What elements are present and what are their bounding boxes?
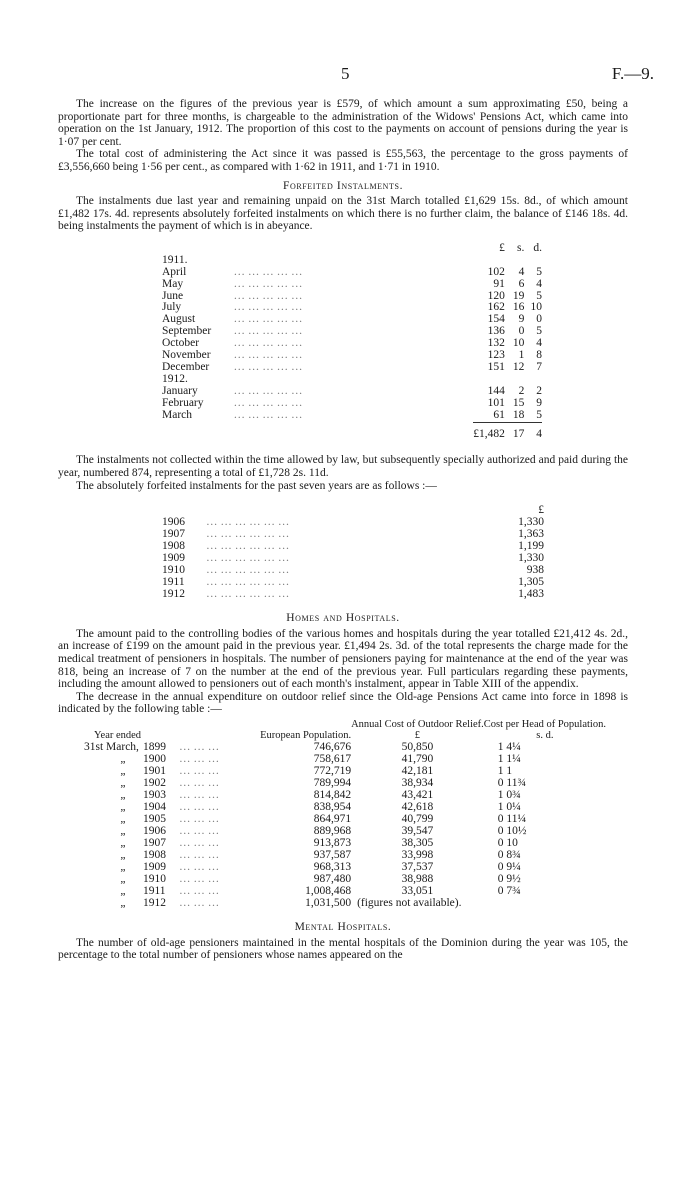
monthly-row-pence — [524, 255, 542, 267]
monthly-row — [162, 374, 542, 386]
yearly-row-year: 1907 — [162, 528, 185, 541]
outdoor-relief-row — [58, 777, 606, 789]
yearly-row — [162, 516, 544, 528]
monthly-row — [162, 398, 542, 410]
outdoor-relief-row — [58, 897, 606, 909]
col-outdoor-cost — [351, 719, 484, 741]
currency-header-shillings: s. — [516, 241, 525, 254]
outdoor-relief-row — [58, 789, 606, 801]
row-year-ended — [58, 861, 179, 873]
row-cost-per-head: 0 7¾ — [497, 884, 521, 897]
row-year-prefix: „ — [120, 836, 126, 849]
yearly-row-value: 1,330 — [518, 552, 544, 565]
mental-heading: Mental Hospitals. — [294, 920, 392, 933]
row-cost-per-head: 0 10 — [497, 836, 518, 849]
monthly-row-pence: 5 — [536, 325, 542, 338]
row-year-ended — [58, 873, 179, 885]
yearly-row — [162, 588, 544, 600]
row-year: 1900 — [142, 752, 166, 765]
monthly-row — [162, 255, 542, 267]
leader-dots: … … … — [178, 740, 220, 753]
authorized-paragraph: The instalments not collected within the time allowed by law, but subsequently specially authorized and paid during the year, numbered 874, representing a total of £1,728 2s. 11d. — [58, 454, 628, 480]
row-cost-per-head: 0 11¾ — [497, 776, 527, 789]
yearly-currency-header: £ — [538, 504, 544, 517]
leader-dots: … … … … … … — [206, 576, 290, 589]
monthly-row-pounds: 61 — [493, 408, 505, 421]
row-outdoor-cost: 33,998 — [401, 848, 434, 861]
yearly-row-year: 1911 — [162, 576, 185, 589]
row-european-population: 758,617 — [313, 752, 352, 765]
outdoor-relief-row — [58, 801, 606, 813]
row-european-population: 937,587 — [313, 848, 352, 861]
outdoor-relief-row — [58, 849, 606, 861]
monthly-row-pence: 4 — [536, 337, 542, 350]
leader-dots: … … … — [178, 800, 220, 813]
leader-dots: … … … — [178, 896, 220, 909]
row-year-prefix: „ — [120, 896, 126, 909]
row-year-ended — [58, 837, 179, 849]
leader-dots: … … … … … — [233, 313, 303, 326]
intro-paragraph-2: The total cost of administering the Act since it was passed is £55,563, the percentage to the gross payments of £3,556,660 being 1·56 per cent., as compared with 1·62 in 1911, and 1·71 in 1910. — [58, 148, 628, 173]
leader-dots: … … … … … — [233, 396, 303, 409]
row-cost-per-head: 0 9¼ — [497, 860, 521, 873]
leader-dots: … … … … … … — [206, 528, 290, 541]
outdoor-relief-header-row — [58, 719, 606, 741]
row-year: 1905 — [142, 812, 166, 825]
leader-dots: … … … … … — [233, 384, 303, 397]
row-year-ended — [58, 789, 179, 801]
row-outdoor-cost: 33,051 — [401, 884, 434, 897]
outdoor-relief-row — [58, 837, 606, 849]
monthly-row — [162, 302, 542, 314]
row-european-population: 913,873 — [313, 836, 352, 849]
leader-dots: … … … — [178, 812, 220, 825]
monthly-row-pence: 0 — [536, 313, 542, 326]
forfeited-heading: Forfeited Instalments. — [282, 179, 404, 192]
row-year-ended — [58, 753, 179, 765]
yearly-row — [162, 552, 544, 564]
monthly-row-pounds: 123 — [487, 349, 505, 362]
monthly-total-shillings: 17 — [505, 422, 525, 440]
row-cost-per-head: 1 0¼ — [497, 800, 521, 813]
col-european-population: European Population. — [260, 729, 352, 741]
outdoor-relief-row — [58, 813, 606, 825]
col-cost-per-head-unit: s. d. — [536, 729, 554, 741]
row-outdoor-cost: 43,421 — [401, 788, 434, 801]
monthly-row-shillings: 10 — [512, 337, 525, 350]
row-outdoor-cost: 38,305 — [401, 836, 434, 849]
monthly-row-label: March — [162, 408, 193, 421]
monthly-row-label: 1912. — [162, 372, 188, 385]
row-european-population: 1,008,468 — [305, 884, 352, 897]
yearly-row-year: 1906 — [162, 516, 185, 529]
yearly-row-value: 938 — [526, 564, 544, 577]
monthly-total-pounds: £1,482 — [473, 422, 505, 440]
row-outdoor-cost: 38,934 — [401, 776, 434, 789]
monthly-row-shillings: 19 — [512, 289, 525, 302]
row-year: 1903 — [142, 788, 166, 801]
row-outdoor-cost: 50,850 — [401, 740, 434, 753]
seven-years-paragraph: The absolutely forfeited instalments for the past seven years are as follows :— — [76, 479, 437, 492]
row-european-population: 772,719 — [313, 764, 352, 777]
leader-dots: … … … … … … — [206, 516, 290, 529]
row-year: 1909 — [142, 860, 166, 873]
monthly-row-pence: 5 — [536, 289, 542, 302]
monthly-row-pounds: 136 — [487, 325, 505, 338]
monthly-row-pence: 4 — [536, 277, 542, 290]
yearly-row-year: 1909 — [162, 552, 185, 565]
homes-heading: Homes and Hospitals. — [286, 612, 400, 625]
monthly-row-pounds: 162 — [487, 301, 505, 314]
monthly-row-label: September — [162, 325, 212, 338]
row-year-prefix: „ — [120, 788, 126, 801]
monthly-row-label: August — [162, 313, 196, 326]
monthly-row-pence: 8 — [536, 349, 542, 362]
forfeited-paragraph: The instalments due last year and remaining unpaid on the 31st March totalled £1,629 15s. 8d., of which amount £1,482 17s. 4d. represents absolutely forfeited instalments on which there is no further claim, the balance of £146 18s. 4d. being instalments the payment of which is in abeyance. — [58, 195, 628, 233]
yearly-currency-header-row — [162, 504, 544, 516]
monthly-row-label: December — [162, 361, 210, 373]
col-cost-per-head-label: Cost per Head of Population. — [483, 718, 606, 730]
yearly-row-value: 1,363 — [518, 528, 544, 541]
leader-dots: … … … — [178, 848, 220, 861]
monthly-row — [162, 410, 542, 422]
row-european-population: 1,031,500 — [305, 896, 352, 909]
monthly-row-pence: 9 — [536, 396, 542, 409]
row-cost-per-head: 0 8¾ — [497, 848, 521, 861]
monthly-row-shillings: 1 — [518, 349, 525, 362]
monthly-row-label: April — [162, 265, 187, 278]
row-year-ended — [58, 777, 179, 789]
monthly-row-pounds: 102 — [487, 265, 505, 278]
leader-dots: … … … — [178, 776, 220, 789]
yearly-row-year: 1912 — [162, 588, 185, 601]
row-year-ended — [58, 741, 179, 753]
monthly-row-shillings: 2 — [518, 384, 525, 397]
document-reference: F.—9. — [611, 64, 654, 83]
leader-dots: … … … — [178, 764, 220, 777]
monthly-row-label: 1911. — [162, 253, 188, 266]
yearly-row-year: 1908 — [162, 540, 185, 553]
monthly-row-pence: 5 — [536, 265, 542, 278]
intro-paragraph-1: The increase on the figures of the previous year is £579, of which amount a sum approximating £50, being a proportionate part for three months, is chargeable to the administration of the Widows' Pensions Act, which came into operation on the 1st January, 1912. The proportion of this cost to the payments on account of pensions during the year is 1·07 per cent. — [58, 98, 628, 148]
outdoor-relief-row — [58, 825, 606, 837]
page-number: 5 — [341, 64, 350, 83]
leader-dots: … … … … … — [233, 408, 303, 421]
monthly-row-shillings: 18 — [512, 408, 525, 421]
leader-dots: … … … … … — [233, 325, 303, 338]
leader-dots: … … … … … — [233, 265, 303, 278]
outdoor-relief-row — [58, 741, 606, 753]
yearly-row — [162, 528, 544, 540]
row-cost-per-head: 1 1¼ — [497, 752, 521, 765]
col-year-ended: Year ended — [94, 729, 142, 741]
row-year: 1902 — [142, 776, 166, 789]
row-outdoor-cost: 37,537 — [401, 860, 434, 873]
row-year: 1912 — [142, 896, 166, 909]
row-european-population: 814,842 — [313, 788, 352, 801]
row-year: 1907 — [142, 836, 166, 849]
row-european-population: 838,954 — [313, 800, 352, 813]
row-year: 1901 — [142, 764, 166, 777]
leader-dots — [219, 255, 473, 267]
yearly-row-value: 1,330 — [518, 516, 544, 529]
monthly-row-shillings: 12 — [512, 361, 525, 373]
monthly-row-label: May — [162, 277, 184, 290]
outdoor-relief-table — [58, 719, 606, 909]
monthly-row-label: January — [162, 384, 198, 397]
monthly-row — [162, 279, 542, 291]
yearly-row — [162, 564, 544, 576]
document-body — [58, 98, 628, 962]
row-year: 1904 — [142, 800, 166, 813]
leader-dots: … … … … … — [233, 349, 303, 362]
monthly-row — [162, 267, 542, 279]
col-cost-per-head — [484, 719, 606, 741]
monthly-row-pounds: 120 — [487, 289, 505, 302]
monthly-forfeited-table — [162, 243, 542, 441]
monthly-row-pounds: 132 — [487, 337, 505, 350]
row-year-prefix: „ — [120, 764, 126, 777]
monthly-row-shillings: 16 — [512, 301, 525, 314]
outdoor-relief-row — [58, 753, 606, 765]
row-year-ended — [58, 813, 179, 825]
leader-dots: … … … … … — [233, 277, 303, 290]
row-cost-per-head: 0 11¼ — [497, 812, 527, 825]
leader-dots: … … … — [178, 788, 220, 801]
yearly-row-value: 1,199 — [518, 540, 544, 553]
row-cost-per-head: 1 0¾ — [497, 788, 521, 801]
leader-dots: … … … … … — [233, 301, 303, 314]
row-cost-per-head: 1 1 — [497, 764, 513, 777]
yearly-row — [162, 540, 544, 552]
row-outdoor-cost: 41,790 — [401, 752, 434, 765]
row-outdoor-cost: 39,547 — [401, 824, 434, 837]
row-year-prefix: „ — [120, 884, 126, 897]
row-year-ended — [58, 801, 179, 813]
leader-dots: … … … … … — [233, 289, 303, 302]
row-year: 1910 — [142, 872, 166, 885]
total-spacer — [162, 422, 219, 440]
row-cost-per-head: 0 9½ — [497, 872, 521, 885]
monthly-row-shillings — [505, 255, 525, 267]
page-header — [0, 64, 700, 84]
row-european-population: 789,994 — [313, 776, 352, 789]
row-year-prefix: „ — [120, 848, 126, 861]
row-european-population: 987,480 — [313, 872, 352, 885]
monthly-row-shillings: 6 — [518, 277, 525, 290]
col-outdoor-cost-unit: £ — [414, 729, 421, 741]
monthly-row-shillings: 15 — [512, 396, 525, 409]
monthly-row — [162, 326, 542, 338]
row-year-ended — [58, 825, 179, 837]
monthly-row-pence: 2 — [536, 384, 542, 397]
yearly-row-value: 1,483 — [518, 588, 544, 601]
row-outdoor-cost: 42,181 — [401, 764, 434, 777]
leader-dots: … … … … … … — [206, 540, 290, 553]
row-outdoor-cost: (figures not available). — [357, 896, 462, 909]
row-year: 1911 — [142, 884, 166, 897]
monthly-row-pence: 7 — [536, 361, 542, 373]
leader-dots: … … … … … … — [206, 564, 290, 577]
row-year-prefix: „ — [120, 812, 126, 825]
row-year-prefix: „ — [120, 860, 126, 873]
monthly-row-pounds: 91 — [493, 277, 505, 290]
leader-dots: … … … … … — [233, 337, 303, 350]
monthly-row-pounds: 154 — [487, 313, 505, 326]
total-spacer — [219, 422, 473, 440]
row-year: 1906 — [142, 824, 166, 837]
monthly-row — [162, 362, 542, 374]
row-cost-per-head: 0 10½ — [497, 824, 527, 837]
outdoor-relief-row — [58, 873, 606, 885]
row-year-ended — [58, 885, 179, 897]
yearly-row — [162, 576, 544, 588]
currency-header-pounds: £ — [499, 241, 505, 254]
leader-dots: … … … … … … — [206, 552, 290, 565]
yearly-row-year: 1910 — [162, 564, 185, 577]
yearly-row-value: 1,305 — [518, 576, 544, 589]
row-year-prefix: „ — [120, 776, 126, 789]
leader-dots: … … … … … — [233, 361, 303, 373]
monthly-row — [162, 314, 542, 326]
monthly-row-pence: 5 — [536, 408, 542, 421]
monthly-row-label: February — [162, 396, 204, 409]
row-outdoor-cost: 42,618 — [401, 800, 434, 813]
row-european-population: 889,968 — [313, 824, 352, 837]
row-cost-per-head: 1 4¼ — [497, 740, 521, 753]
row-year: 1899 — [142, 740, 166, 753]
yearly-forfeited-table — [162, 504, 544, 600]
monthly-row-label: October — [162, 337, 200, 350]
leader-dots: … … … … … … — [206, 588, 290, 601]
row-european-population: 968,313 — [313, 860, 352, 873]
row-year-ended — [58, 849, 179, 861]
leader-dots: … … … — [178, 752, 220, 765]
monthly-row-pounds: 101 — [487, 396, 505, 409]
outdoor-relief-row — [58, 885, 606, 897]
outdoor-relief-row — [58, 861, 606, 873]
leader-dots: … … … — [178, 884, 220, 897]
row-year-ended — [58, 897, 179, 909]
monthly-row-pounds: 144 — [487, 384, 505, 397]
monthly-row — [162, 350, 542, 362]
col-outdoor-cost-label: Annual Cost of Outdoor Relief. — [351, 718, 484, 730]
leader-dots: … … … — [178, 872, 220, 885]
monthly-row-pence: 10 — [530, 301, 542, 314]
homes-paragraph-2: The decrease in the annual expenditure on outdoor relief since the Old-age Pensions Act came into force in 1898 is indicated by the following table :— — [58, 690, 628, 716]
monthly-row-pounds — [473, 255, 505, 267]
monthly-row-pounds: 151 — [487, 361, 505, 373]
monthly-row — [162, 386, 542, 398]
leader-dots: … … … — [178, 860, 220, 873]
monthly-row-label: November — [162, 349, 211, 362]
row-year-ended — [58, 765, 179, 777]
homes-paragraph-1: The amount paid to the controlling bodies of the various homes and hospitals during the year totalled £21,412 4s. 2d., an increase of £199 on the amount paid in the previous year. £1,494 2s. 3d. of the total represents the charge made for the medical treatment of pensioners in hospitals. The number of pensioners paying for maintenance at the end of the year was 818, being an increase of 7 on the number at the end of the previous year. Full particulars regarding these payments, including the amount allowed to pensioners out of each month's instalment, appear in Table XIII of the appendix. — [58, 627, 628, 691]
currency-header-pence: d. — [533, 241, 542, 254]
row-year-prefix: 31st March, — [84, 740, 139, 753]
row-year-prefix: „ — [120, 824, 126, 837]
monthly-row-shillings: 4 — [518, 265, 525, 278]
leader-dots: … … … — [178, 836, 220, 849]
monthly-row-label: July — [162, 301, 182, 314]
row-year-prefix: „ — [120, 752, 126, 765]
row-european-population: 746,676 — [313, 740, 352, 753]
outdoor-relief-row — [58, 765, 606, 777]
row-european-population: 864,971 — [313, 812, 352, 825]
monthly-row-label: June — [162, 289, 184, 302]
monthly-row-shillings: 0 — [518, 325, 525, 338]
leader-dots: … … … — [178, 824, 220, 837]
monthly-currency-header-row — [162, 243, 542, 255]
monthly-total-pence: 4 — [524, 422, 542, 440]
row-outdoor-cost: 38,988 — [401, 872, 434, 885]
monthly-total-row — [162, 422, 542, 440]
monthly-row-shillings: 9 — [518, 313, 525, 326]
row-year: 1908 — [142, 848, 166, 861]
mental-paragraph: The number of old-age pensioners maintained in the mental hospitals of the Dominion during the year was 105, the percentage to the total number of pensioners whose names appeared on the — [58, 936, 628, 962]
row-year-prefix: „ — [120, 800, 126, 813]
row-outdoor-cost: 40,799 — [401, 812, 434, 825]
row-year-prefix: „ — [120, 872, 126, 885]
monthly-row — [162, 291, 542, 303]
monthly-row — [162, 338, 542, 350]
